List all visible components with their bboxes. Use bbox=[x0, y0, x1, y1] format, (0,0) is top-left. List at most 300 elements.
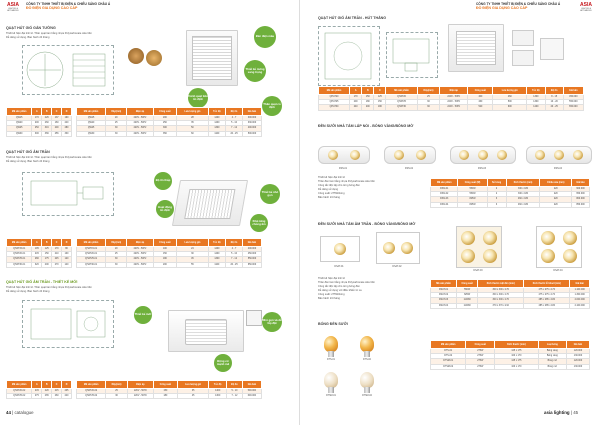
column-header: B bbox=[42, 108, 52, 116]
desc-line: Dễ dàng sử dụng bbox=[318, 188, 339, 191]
table-cell: 45 bbox=[177, 394, 209, 399]
feature-badge: Thiết kế mới bbox=[134, 306, 152, 324]
table-cell: 260 bbox=[42, 121, 52, 126]
desc-line: Dễ dàng sử dụng. Bảo hành 24 tháng bbox=[6, 36, 50, 39]
column-header: B bbox=[42, 239, 52, 247]
column-header: A bbox=[350, 87, 362, 95]
heater-photo bbox=[318, 146, 370, 164]
desc-line: Dễ dàng sử dụng với điều khiển từ xa bbox=[318, 289, 362, 292]
table-cell: Bóng mờ bbox=[538, 359, 566, 364]
table-cell: 400 bbox=[468, 95, 493, 100]
table-cell: 460 bbox=[468, 100, 493, 105]
table-cell: 275 bbox=[32, 394, 42, 399]
table-cell: 3 bbox=[487, 202, 506, 207]
table-cell: 125 x 175 bbox=[495, 349, 539, 354]
table-cell: QHAT30-01 bbox=[77, 262, 106, 267]
straight-fan-photo bbox=[448, 24, 504, 72]
table-cell: 220 bbox=[540, 202, 572, 207]
column-header: Loại bóng bbox=[538, 341, 566, 349]
column-header: Độ ồn bbox=[226, 108, 243, 116]
table-cell: 200 bbox=[362, 105, 374, 110]
desc-line: Dễ dàng sử dụng. Bảo hành 24 tháng bbox=[6, 160, 50, 163]
table-cell: 170 bbox=[52, 247, 62, 252]
column-header: Giá bán bbox=[566, 341, 589, 349]
table-cell: 180 bbox=[153, 257, 177, 262]
table-cell: 220V - 50Hz bbox=[127, 247, 153, 252]
table-cell: 30 bbox=[106, 131, 127, 136]
column-header: D bbox=[62, 239, 72, 247]
table-cell: 30 bbox=[177, 252, 208, 257]
table-header-row bbox=[7, 381, 72, 389]
column-header: Mã sản phẩm bbox=[431, 280, 457, 288]
column-header: Giá bán bbox=[570, 280, 590, 288]
new-fan-drawing bbox=[23, 301, 113, 347]
page-footer: asia lighting | 45 bbox=[544, 410, 579, 415]
column-header: Giá bán bbox=[572, 179, 590, 187]
table-cell: 150 bbox=[362, 95, 374, 100]
table-cell: 220V - 50Hz bbox=[440, 95, 468, 100]
table-cell: 460 x 180 bbox=[506, 197, 540, 202]
table-row bbox=[77, 394, 262, 399]
table-cell: 460 x 180 bbox=[506, 202, 540, 207]
table-cell: QHAT30-01 bbox=[7, 262, 32, 267]
table-cell: 220 bbox=[540, 197, 572, 202]
column-header: Dây(mm) bbox=[417, 87, 440, 95]
table-cell: 270 bbox=[52, 262, 62, 267]
feature-badge: Độ ồn thấp bbox=[154, 172, 172, 190]
table-cell: 160 bbox=[52, 121, 62, 126]
table-cell: 300 bbox=[153, 126, 177, 131]
column-header: Mã sản phẩm bbox=[7, 239, 32, 247]
column-header: Mã sản phẩm bbox=[431, 341, 466, 349]
table-header-row bbox=[431, 179, 590, 187]
desc-line: Thiết kế hiện đại tinh tế. Thân quạt làm bằng nhựa Polycarbonate siêu bền bbox=[6, 32, 92, 35]
table-cell: 100 bbox=[62, 252, 72, 257]
table-cell: 130.000 bbox=[566, 364, 589, 369]
desc-line: Bảo hành 24 tháng bbox=[318, 196, 340, 199]
dimension-table bbox=[6, 380, 72, 399]
column-header: Dây(mm) bbox=[106, 381, 127, 389]
table-cell: QW20 bbox=[7, 121, 32, 126]
column-header: Dây(mm) bbox=[106, 108, 127, 116]
spec-table bbox=[76, 238, 262, 268]
table-cell: 1100 bbox=[208, 131, 225, 136]
duct-drawing bbox=[23, 173, 113, 215]
table-cell: QHAT25-02 bbox=[7, 394, 32, 399]
feature-badge: Cánh quạt tiêu ổn định bbox=[188, 88, 208, 108]
table-cell: QW25 bbox=[77, 126, 106, 131]
table-cell: 220V - 50Hz bbox=[127, 126, 153, 131]
table-cell: 28 bbox=[177, 116, 208, 121]
table-cell: 120.000 bbox=[566, 349, 589, 354]
table-cell: 200 bbox=[32, 121, 42, 126]
spec-table bbox=[318, 86, 584, 111]
table-cell: 55 bbox=[177, 262, 208, 267]
column-header: Giá bán bbox=[242, 239, 261, 247]
table-cell: 650.000 bbox=[572, 192, 590, 197]
table-cell: 240 bbox=[62, 121, 72, 126]
table-cell: 1300 bbox=[527, 100, 546, 105]
table-cell: DSN-01 bbox=[431, 187, 458, 192]
table-cell: 30 bbox=[417, 100, 440, 105]
dimension-table bbox=[6, 238, 72, 268]
column-header: Tốc độ bbox=[527, 87, 546, 95]
column-header: C bbox=[52, 108, 62, 116]
table-cell: 100 x 170 bbox=[495, 364, 539, 369]
table-cell: 180 bbox=[362, 100, 374, 105]
table-cell: 130.000 bbox=[566, 354, 589, 359]
table-cell: 10 - 20 bbox=[545, 100, 563, 105]
table-cell: QHAT20 bbox=[386, 95, 417, 100]
dimension-drawing bbox=[22, 172, 114, 216]
bulb-base bbox=[364, 387, 370, 393]
table-cell: 600.000 bbox=[242, 394, 261, 399]
table-row bbox=[77, 262, 262, 267]
table-header-row bbox=[431, 280, 590, 288]
column-header: Tốc độ bbox=[208, 108, 225, 116]
feature-badge: Thiết kế mỏng sang trọng bbox=[244, 60, 266, 82]
feature-badge: Khả năng chống ẩm bbox=[250, 214, 268, 232]
table-cell: 3 bbox=[487, 197, 506, 202]
page-footer: 44 | catalogue bbox=[6, 410, 34, 415]
ceiling-heater-photo bbox=[536, 226, 582, 268]
table-header-row bbox=[77, 381, 262, 389]
table-cell: 200 bbox=[42, 262, 52, 267]
table-cell: QHAT15-01 bbox=[7, 247, 32, 252]
section-description bbox=[6, 286, 92, 294]
table-cell: 1.100.000 bbox=[570, 288, 590, 293]
table-cell: 200 bbox=[52, 126, 62, 131]
table-cell: 400.000 bbox=[242, 247, 261, 252]
column-header: Giá bán bbox=[563, 87, 583, 95]
section-title: QUẠT HÚT GIÓ ÂM TRẦN - HÚT THẲNG bbox=[318, 16, 387, 20]
desc-line: Thiết kế hiện đại tinh tế bbox=[318, 277, 345, 280]
table-cell: 20 bbox=[106, 116, 127, 121]
column-header: Mã sản phẩm bbox=[77, 239, 106, 247]
table-cell: 1400 bbox=[208, 252, 225, 257]
table-cell: 7 - 12 bbox=[226, 394, 242, 399]
table-cell: 500.000 bbox=[242, 389, 261, 394]
table-cell: 220V - 50Hz bbox=[127, 116, 153, 121]
column-header: Mã sản phẩm bbox=[77, 108, 106, 116]
column-header: Kích thước (mm) bbox=[506, 179, 540, 187]
dimension-drawing bbox=[22, 300, 114, 348]
dimension-drawing bbox=[318, 26, 380, 86]
table-cell: 285 x 285 x 180 bbox=[524, 298, 570, 303]
section-description bbox=[318, 277, 375, 301]
product-caption: DSAT-03 bbox=[473, 270, 483, 272]
column-header: Mã sản phẩm bbox=[7, 381, 32, 389]
column-header: Lưu lượng gió bbox=[177, 108, 208, 116]
table-cell: 30 bbox=[417, 105, 440, 110]
page-number: 44 bbox=[6, 410, 11, 415]
table-header-row bbox=[319, 87, 584, 95]
slogan: ĐỒ ĐIỆN GIA DỤNG CAO CẤP bbox=[476, 6, 528, 10]
section-title: QUẠT HÚT GIÓ ÂM TRẦN - THIẾT KẾ MỚI bbox=[6, 280, 78, 284]
table-cell: 275 x 275 x 170 bbox=[524, 288, 570, 293]
table-cell: 1100W bbox=[457, 303, 478, 308]
feature-badge: Thiết kế nhỏ gọn bbox=[260, 184, 280, 204]
column-header: Số bóng bbox=[487, 179, 506, 187]
logo-text: ASIA bbox=[580, 2, 592, 8]
feature-badge: Nhỏ gọn và dễ lắp đặt bbox=[262, 312, 282, 332]
table-cell: 226 bbox=[42, 116, 52, 121]
table-cell: Bóng vàng bbox=[538, 349, 566, 354]
table-cell: 170 bbox=[32, 116, 42, 121]
table-cell: 220V - 50Hz bbox=[127, 394, 153, 399]
table-cell: 25 bbox=[417, 95, 440, 100]
logo-subtext: LIGHTING & APPLIANCES bbox=[580, 8, 592, 12]
section-description bbox=[6, 32, 92, 40]
desc-line: Công tắc độc lập cho từng bóng đèn bbox=[318, 184, 360, 187]
table-cell: 20 - 25 bbox=[226, 262, 243, 267]
desc-line: Dễ dàng sử dụng. Bảo hành 24 tháng bbox=[6, 290, 50, 293]
table-cell: 280 bbox=[32, 257, 42, 262]
column-header: Công suất (W) bbox=[458, 179, 487, 187]
table-cell: 320 bbox=[32, 262, 42, 267]
table-cell: 205 bbox=[62, 389, 72, 394]
table-cell: QHAT15-01 bbox=[77, 247, 106, 252]
spec-table bbox=[76, 380, 262, 399]
table-cell: 316 bbox=[42, 126, 52, 131]
table-cell: 330.000 bbox=[242, 121, 261, 126]
table-cell: 260 bbox=[52, 394, 62, 399]
product-caption: DTSM-02 bbox=[362, 395, 372, 397]
table-header-row bbox=[77, 108, 262, 116]
column-header: Dây(mm) bbox=[106, 239, 127, 247]
table-row bbox=[431, 364, 590, 369]
table-cell: 30 bbox=[106, 394, 127, 399]
column-header: Công suất bbox=[468, 87, 493, 95]
table-cell: 550.000 bbox=[563, 100, 583, 105]
table-cell: QHAT20-01 bbox=[7, 252, 32, 257]
table-cell: QW30 bbox=[77, 131, 106, 136]
product-caption: DSN-01 bbox=[338, 168, 348, 170]
column-header: Lưu lượng gió bbox=[177, 239, 208, 247]
table-header-row bbox=[431, 341, 590, 349]
table-cell: 220V - 50Hz bbox=[127, 257, 153, 262]
table-cell: 150 bbox=[153, 252, 177, 257]
table-cell: 20 bbox=[106, 247, 127, 252]
table-cell: 175 bbox=[42, 257, 52, 262]
table-cell: QHAT20-02 bbox=[7, 389, 32, 394]
table-cell: 650.000 bbox=[242, 262, 261, 267]
page-header bbox=[476, 2, 560, 10]
table-cell: 1300 bbox=[208, 257, 225, 262]
table-cell: 80 bbox=[62, 247, 72, 252]
column-header: Độ ồn bbox=[226, 381, 242, 389]
table-cell: 24 bbox=[177, 247, 208, 252]
column-header: Tốc độ bbox=[208, 239, 225, 247]
table-row bbox=[431, 202, 590, 207]
column-header: Kích thước lỗ khoét (mm) bbox=[524, 280, 570, 288]
table-cell: 280 bbox=[62, 126, 72, 131]
product-caption: DSN-03 bbox=[477, 168, 487, 170]
column-header: A bbox=[32, 108, 42, 116]
page-header bbox=[26, 2, 110, 10]
bulb-base bbox=[364, 351, 370, 357]
table-cell: 245 bbox=[52, 257, 62, 262]
table-cell: 120.000 bbox=[566, 359, 589, 364]
table-cell: 7 - 12 bbox=[226, 257, 243, 262]
column-header: Độ ồn bbox=[545, 87, 563, 95]
table-cell: 25 bbox=[106, 252, 127, 257]
table-cell: QHAT20 bbox=[319, 95, 350, 100]
column-header: C bbox=[374, 87, 386, 95]
table-cell: 650.000 bbox=[563, 105, 583, 110]
table-cell: 220V - 50Hz bbox=[127, 252, 153, 257]
table-cell: DSN-04 bbox=[431, 202, 458, 207]
table-cell: 220 bbox=[540, 187, 572, 192]
table-cell: QHAT30 bbox=[386, 105, 417, 110]
table-cell: 500 bbox=[493, 100, 527, 105]
table-cell: DSN-03 bbox=[431, 197, 458, 202]
table-cell: 120 bbox=[62, 257, 72, 262]
table-cell: 1400 bbox=[208, 121, 225, 126]
column-header: Giá bán bbox=[242, 381, 261, 389]
table-cell: 2 bbox=[487, 192, 506, 197]
table-cell: 300 x 300 x 170 bbox=[478, 288, 524, 293]
table-cell: 600.000 bbox=[572, 187, 590, 192]
ceiling-heater-photo bbox=[320, 236, 360, 262]
feature-badge: Hoạt động ổn định bbox=[156, 200, 174, 218]
table-cell: 137 bbox=[52, 116, 62, 121]
table-cell: 450.000 bbox=[563, 95, 583, 100]
column-header: Công suất bbox=[153, 108, 177, 116]
company-name: CÔNG TY TNHH THIẾT BỊ ĐIỆN & CHIẾU SÁNG CHÂU Á bbox=[26, 2, 111, 6]
table-cell: 220V - 50Hz bbox=[440, 105, 468, 110]
wall-fan-photo bbox=[186, 30, 238, 86]
table-cell: 220V - 50Hz bbox=[127, 131, 153, 136]
table-cell: 250 bbox=[32, 126, 42, 131]
bulb-base bbox=[328, 351, 334, 357]
table-cell: DTSM-02 bbox=[431, 364, 466, 369]
table-cell: QW15 bbox=[7, 116, 32, 121]
table-cell: 1400 bbox=[208, 247, 225, 252]
feature-badge: Thân quạt cố định bbox=[262, 96, 282, 116]
table-cell: 50 bbox=[177, 126, 208, 131]
column-header: Điện áp bbox=[440, 87, 468, 95]
spec-table bbox=[430, 178, 590, 208]
column-header: D bbox=[62, 381, 72, 389]
table-cell: 450.000 bbox=[242, 252, 261, 257]
table-cell: 220V - 50Hz bbox=[440, 100, 468, 105]
table-cell: 370 x 370 x 210 bbox=[478, 303, 524, 308]
fan-side-drawing bbox=[387, 33, 437, 77]
column-header: A bbox=[32, 381, 42, 389]
desc-line: Bảo hành 24 tháng bbox=[318, 297, 340, 300]
table-cell: 550W bbox=[458, 192, 487, 197]
column-header: Điện áp bbox=[127, 239, 153, 247]
table-cell: 30 bbox=[106, 126, 127, 131]
column-header: B bbox=[362, 87, 374, 95]
table-cell: 800.000 bbox=[572, 197, 590, 202]
table-cell: 125 bbox=[374, 95, 386, 100]
table-cell: 220V - 50Hz bbox=[127, 121, 153, 126]
table-cell: 1100W bbox=[457, 298, 478, 303]
table-cell: 60 bbox=[177, 131, 208, 136]
table-cell: 25 bbox=[106, 389, 127, 394]
desc-line: Thân đèn làm bằng nhựa Polycarbonate siêu bền bbox=[318, 281, 375, 284]
feature-badge: Đèn điện màu bbox=[254, 26, 276, 48]
section-title: ĐÈN SƯỞI NHÀ TẮM LẮP NỔI - BÓNG VÀNG/BÓNG MỜ bbox=[318, 124, 414, 128]
table-cell: 330 x 180 bbox=[506, 187, 540, 192]
table-cell: 240 bbox=[350, 105, 362, 110]
footer-label: catalogue bbox=[14, 410, 34, 415]
table-cell: 550W bbox=[457, 288, 478, 293]
table-cell: Bóng mờ bbox=[538, 364, 566, 369]
column-header: Chiều sâu (mm) bbox=[540, 179, 572, 187]
table-cell: 330 x 180 bbox=[506, 192, 540, 197]
table-cell: 350 bbox=[153, 131, 177, 136]
table-cell: 500.000 bbox=[242, 131, 261, 136]
section-description bbox=[6, 156, 92, 164]
table-cell: 180 bbox=[154, 394, 178, 399]
table-cell: 300 x 300 x 170 bbox=[478, 298, 524, 303]
spec-table bbox=[430, 340, 590, 370]
table-cell: 35 bbox=[177, 389, 209, 394]
heater-photo bbox=[526, 146, 592, 164]
section-title: BÓNG ĐÈN SƯỞI bbox=[318, 322, 348, 326]
table-cell: 20 - 25 bbox=[545, 105, 563, 110]
product-caption: DTSM-01 bbox=[326, 395, 336, 397]
table-header-row bbox=[7, 239, 72, 247]
table-cell: 125 bbox=[42, 247, 52, 252]
fan-blade-drawing bbox=[23, 46, 113, 94]
table-cell: 366 bbox=[42, 131, 52, 136]
heat-bulb-photo bbox=[360, 372, 374, 388]
table-cell: QHAT25 bbox=[319, 100, 350, 105]
bulb-base bbox=[328, 387, 334, 393]
table-cell: 2.100.000 bbox=[570, 303, 590, 308]
company-name: CÔNG TY TNHH THIẾT BỊ ĐIỆN & CHIẾU SÁNG CHÂU Á bbox=[476, 2, 561, 6]
table-cell: 550.000 bbox=[242, 257, 261, 262]
table-cell: 275 x 275 x 170 bbox=[524, 293, 570, 298]
fan-part-photo bbox=[512, 50, 534, 66]
table-row bbox=[7, 262, 72, 267]
table-cell: 7 - 12 bbox=[226, 126, 243, 131]
table-cell: 300 bbox=[32, 131, 42, 136]
right-page bbox=[300, 0, 600, 425]
column-header: Công suất bbox=[154, 381, 178, 389]
page-number: 45 bbox=[573, 410, 579, 415]
table-cell: 195 bbox=[32, 247, 42, 252]
table-cell: 220V - 50Hz bbox=[127, 389, 153, 394]
footer-brand: asia lighting bbox=[544, 410, 570, 415]
heat-bulb-photo bbox=[324, 336, 338, 352]
table-row bbox=[431, 303, 590, 308]
fan-part-photo bbox=[512, 30, 534, 46]
table-cell: 100 x 170 bbox=[495, 354, 539, 359]
table-cell: 550W bbox=[458, 187, 487, 192]
desc-line: Công suất: 275W/bóng bbox=[318, 293, 345, 296]
brand-logo bbox=[3, 2, 23, 11]
table-cell: 25 bbox=[106, 121, 127, 126]
table-cell: 220 bbox=[540, 192, 572, 197]
column-header: A bbox=[32, 239, 42, 247]
table-cell: 245 bbox=[32, 389, 42, 394]
table-cell: 275W bbox=[466, 349, 495, 354]
table-cell: 850.000 bbox=[572, 202, 590, 207]
column-header: Mã sản phẩm bbox=[7, 108, 32, 116]
table-cell: QHAT20-01 bbox=[77, 252, 106, 257]
heat-bulb-photo bbox=[324, 372, 338, 388]
table-cell: 150 bbox=[154, 389, 178, 394]
table-cell: 30 bbox=[106, 257, 127, 262]
table-cell: QW15 bbox=[77, 116, 106, 121]
table-cell: 1400 bbox=[209, 389, 227, 394]
table-cell: 265 bbox=[42, 394, 52, 399]
